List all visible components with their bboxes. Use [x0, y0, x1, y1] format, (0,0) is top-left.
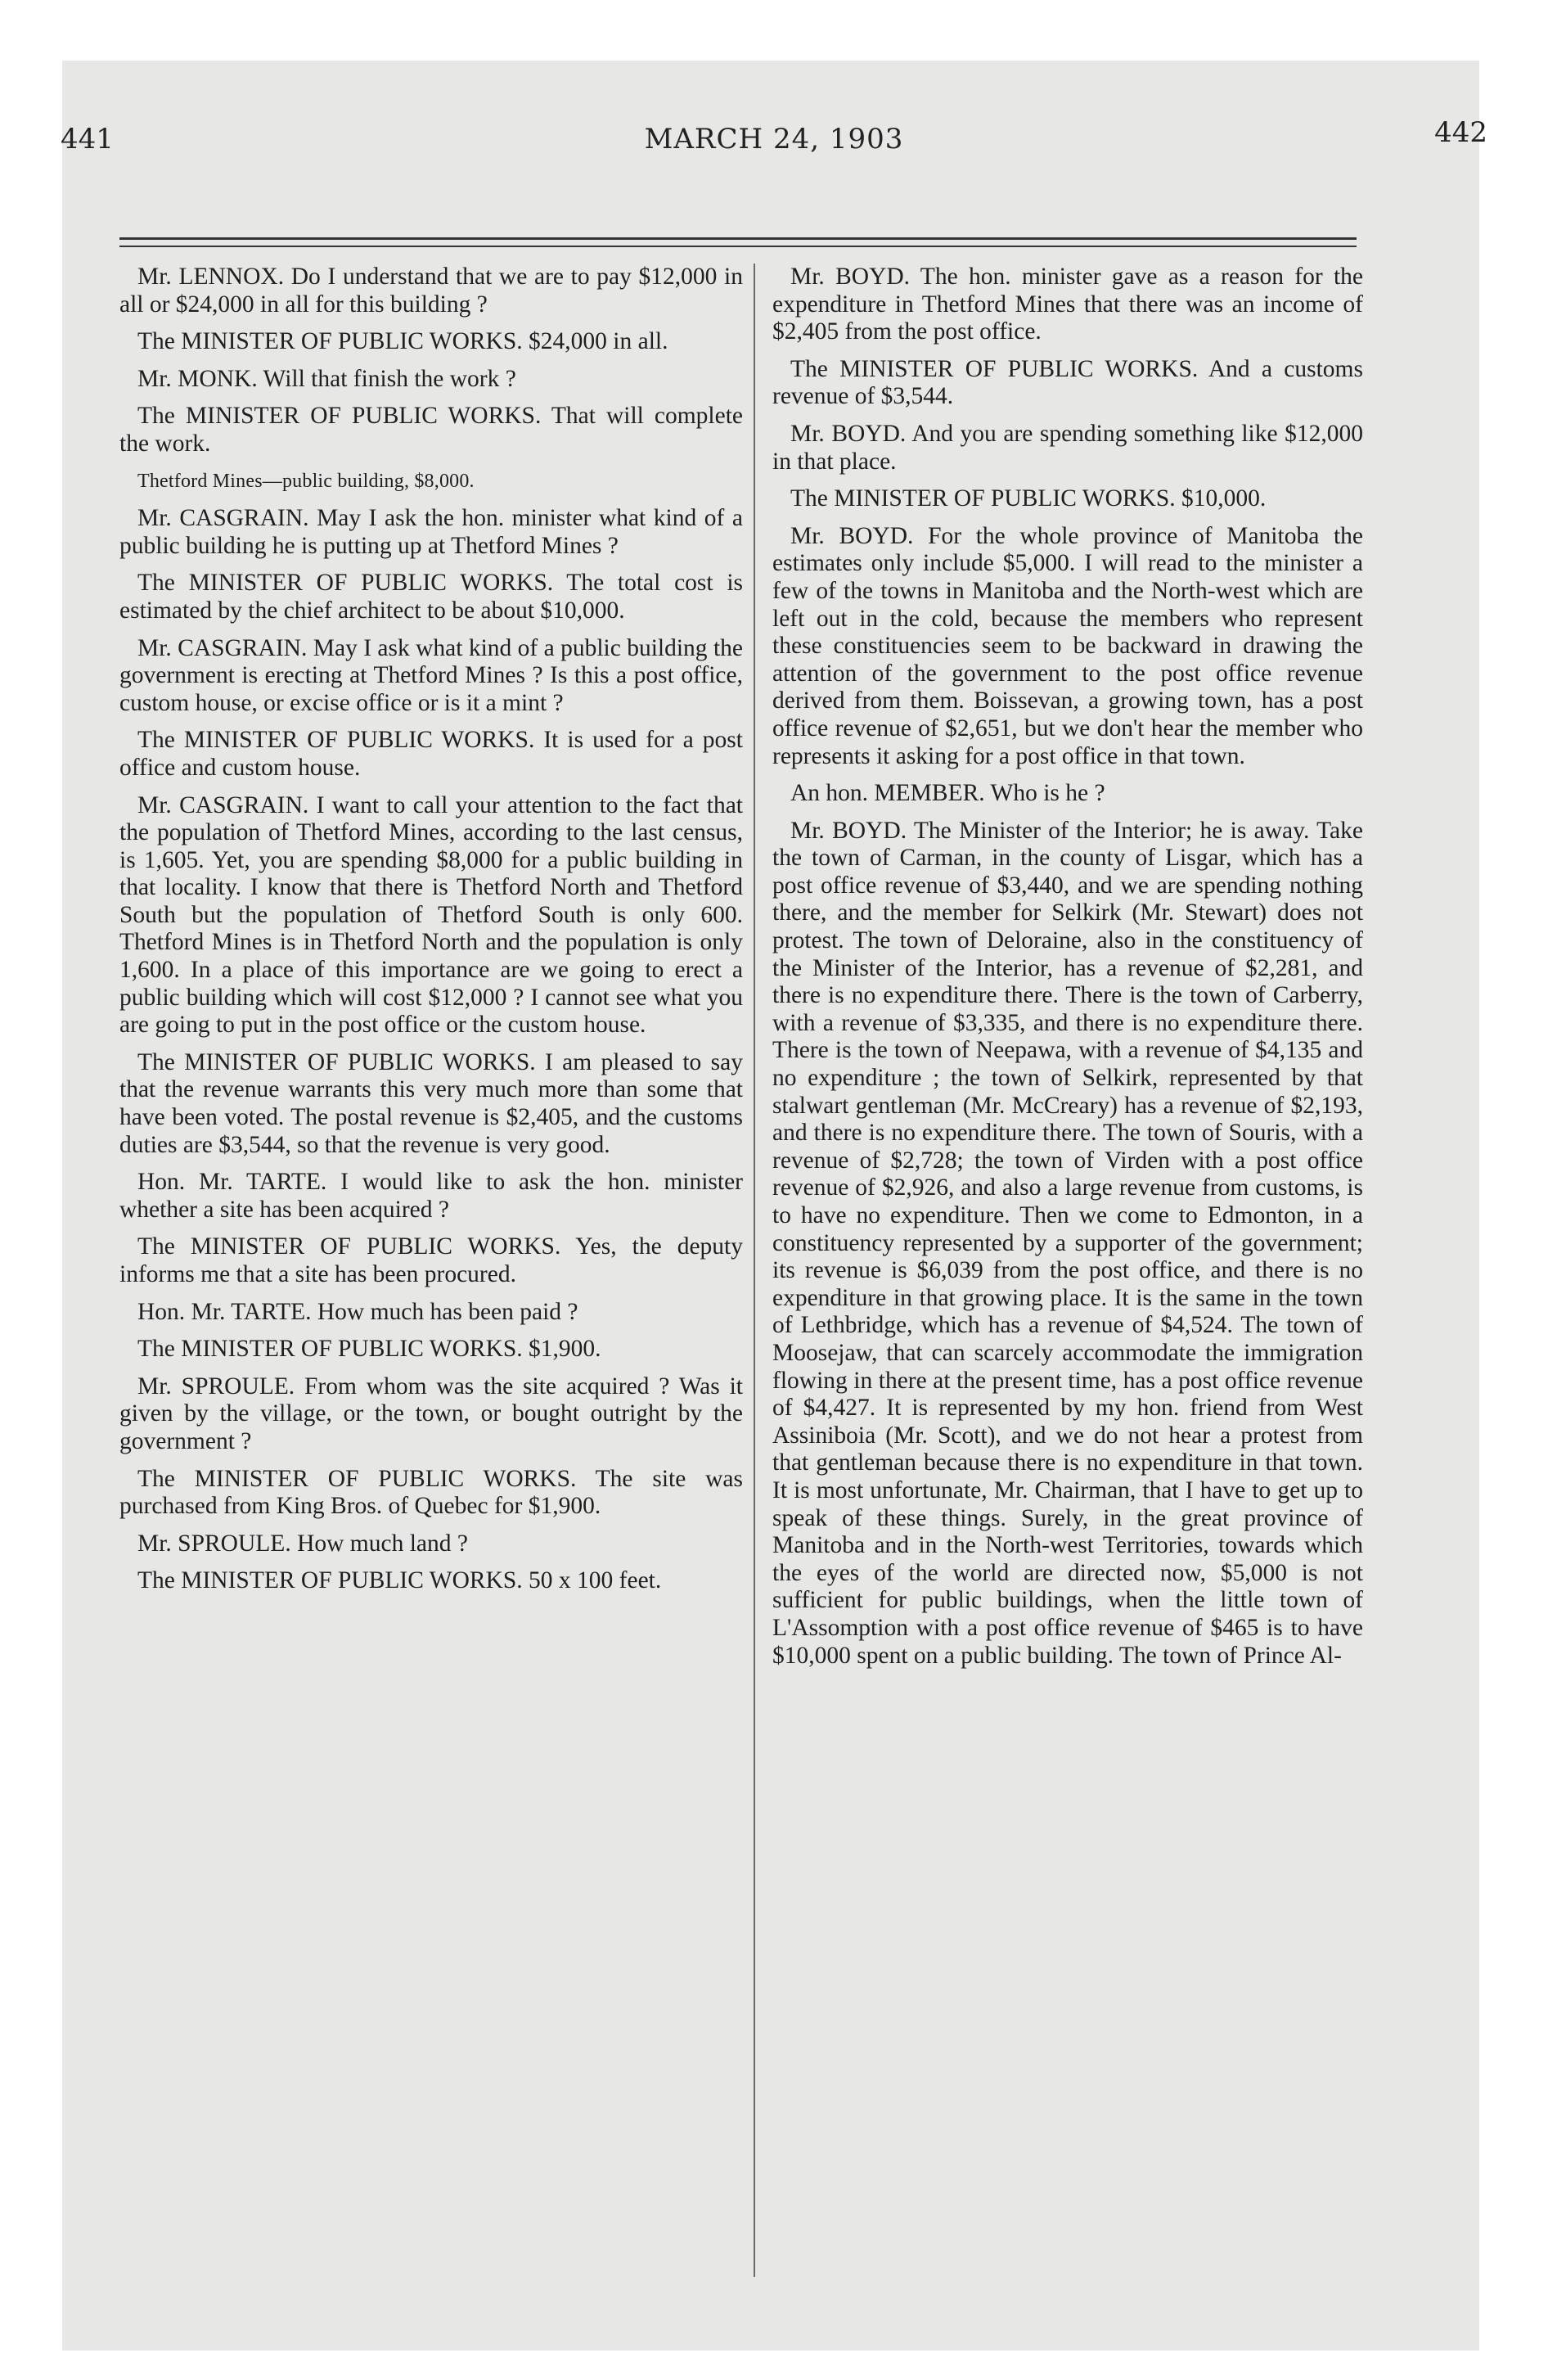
paragraph: The MINISTER OF PUBLIC WORKS. That will complete the work.: [119, 403, 743, 457]
paragraph: Hon. Mr. TARTE. How much has been paid ?: [137, 1298, 578, 1325]
header-rule-bottom: [119, 246, 1357, 247]
paragraph: Mr. SPROULE. How much land ?: [137, 1530, 468, 1557]
header-rule-top: [119, 237, 1357, 240]
paragraph: Mr. BOYD. The hon. minister gave as a reason for the expenditure in Thetford Mines that there was an income of $2,405 from the post office.: [772, 264, 1363, 345]
paragraph: The MINISTER OF PUBLIC WORKS. 50 x 100 feet.: [137, 1567, 662, 1594]
paragraph: Mr. BOYD. And you are spending something like $12,000 in that place.: [772, 420, 1363, 475]
paragraph: Mr. MONK. Will that finish the work ?: [137, 365, 516, 392]
paragraph: The MINISTER OF PUBLIC WORKS. It is used for a post office and custom house.: [119, 727, 743, 781]
paragraph: The MINISTER OF PUBLIC WORKS. And a customs revenue of $3,544.: [772, 355, 1363, 410]
page-number-right: 442: [1434, 116, 1487, 149]
paragraph: Hon. Mr. TARTE. I would like to ask the hon. minister whether a site has been acquired ?: [119, 1169, 743, 1223]
left-column: [119, 264, 743, 1605]
paragraph: The MINISTER OF PUBLIC WORKS. I am pleased to say that the revenue warrants this very much more than some that have been voted. The postal revenue is $2,405, and the customs duties are $3,544, so that the revenue is very good.: [119, 1048, 743, 1158]
paragraph: An hon. MEMBER. Who is he ?: [790, 780, 1105, 807]
paragraph: Mr. SPROULE. From whom was the site acquired ? Was it given by the village, or the town, or bought outright by the government ?: [119, 1373, 743, 1454]
paragraph: Mr. BOYD. The Minister of the Interior; he is away. Take the town of Carman, in the county of Lisgar, which has a post office revenue of $3,440, and we are spending nothing there, and the member for Selkirk (Mr. Stewart) does not protest. The town of Deloraine, also in the constituency of the Minister of the Interior, has a revenue of $2,281, and there is no expenditure there. There is the town of Carberry, with a revenue of $3,335, and there is no expenditure there. There is the town of Neepawa, with a revenue of $4,135 and no expenditure ; the town of Selkirk, represented by that stalwart gentleman (Mr. McCreary) has a revenue of $2,193, and there is no expenditure there. The town of Souris, with a revenue of $2,728; the town of Virden with a post office revenue of $2,926, and also a large revenue from customs, is to have no expenditure. Then we come to Edmonton, in a constituency represented by a supporter of the government; its revenue is $6,039 from the post office, and there is no expenditure in that growing place. It is the same in the town of Lethbridge, which has a revenue of $4,524. The town of Moosejaw, that can scarcely accommodate the immigration flowing in there at the present time, has a post office revenue of $4,427. It is represented by my hon. friend from West Assiniboia (Mr. Scott), and we do not hear a protest from that gentleman because there is no expenditure in that town. It is most unfortunate, Mr. Chairman, that I have to get up to speak of these things. Surely, in the great province of Manitoba and in the North-west Territories, towards which the eyes of the world are directed now, $5,000 is not sufficient for public buildings, when the little town of L'Assomption with a post office revenue of $465 is to have $10,000 spent on a public building. The town of Prince Al-: [772, 817, 1363, 1669]
paragraph: The MINISTER OF PUBLIC WORKS. Yes, the deputy informs me that a site has been procured.: [119, 1233, 743, 1287]
paragraph: Mr. CASGRAIN. May I ask the hon. minister what kind of a public building he is putting up at Thetford Mines ?: [119, 505, 743, 559]
estimate-item-note: Thetford Mines—public building, $8,000.: [137, 470, 475, 492]
page-number-left: 441: [61, 123, 114, 156]
paragraph: Mr. BOYD. For the whole province of Manitoba the estimates only include $5,000. I will read to the minister a few of the towns in Manitoba and the North-west which are left out in the cold, because the members who represent these constituencies seem to be backward in drawing the attention of the government to the post office revenue derived from them. Boissevan, a growing town, has a post office revenue of $2,651, but we don't hear the member who represents it asking for a post office in that town.: [772, 522, 1363, 769]
paragraph: The MINISTER OF PUBLIC WORKS. The site was purchased from King Bros. of Quebec for $1,900.: [119, 1465, 743, 1520]
paragraph: Mr. CASGRAIN. May I ask what kind of a public building the government is erecting at Thetford Mines ? Is this a post office, custom house, or excise office or is it a mint ?: [119, 634, 743, 716]
paragraph: Mr. LENNOX. Do I understand that we are to pay $12,000 in all or $24,000 in all for this building ?: [119, 264, 743, 318]
column-divider: [754, 264, 755, 2277]
paragraph: Mr. CASGRAIN. I want to call your attention to the fact that the population of Thetford Mines, according to the last census, is 1,605. Yet, you are spending $8,000 for a public building in that locality. I know that there is Thetford North and Thetford South but the population of Thetford South is only 600. Thetford Mines is in Thetford North and the population is only 1,600. In a place of this importance are we going to erect a public building which will cost $12,000 ? I cannot see what you are going to put in the post office or the custom house.: [119, 791, 743, 1039]
page-date-title: MARCH 24, 1903: [644, 123, 904, 156]
paragraph: The MINISTER OF PUBLIC WORKS. $24,000 in all.: [137, 328, 668, 355]
right-column: [772, 264, 1363, 1679]
paragraph: The MINISTER OF PUBLIC WORKS. The total cost is estimated by the chief architect to be about $10,000.: [119, 570, 743, 624]
paragraph: The MINISTER OF PUBLIC WORKS. $10,000.: [790, 485, 1267, 512]
paragraph: The MINISTER OF PUBLIC WORKS. $1,900.: [137, 1336, 601, 1363]
